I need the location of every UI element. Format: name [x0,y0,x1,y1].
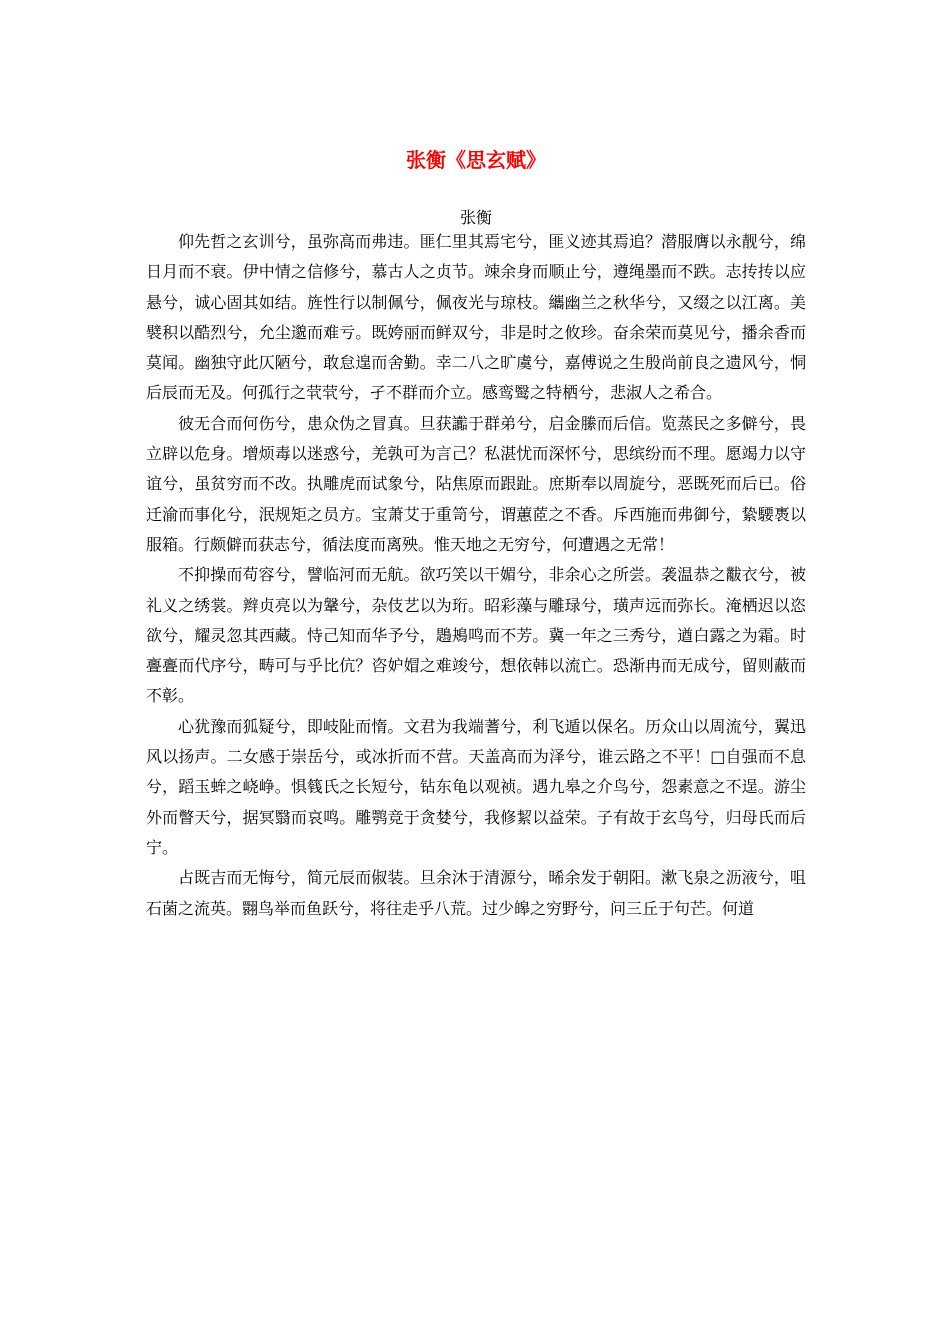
paragraph-2: 彼无合而何伤兮，患众伪之冒真。旦获讟于群弟兮，启金縢而后信。览蒸民之多僻兮，畏立辟以危身。增烦毒以迷惑兮，羌孰可为言己？私湛忧而深怀兮，思缤纷而不理。愿竭力以守谊兮，虽贫穷而不改。执雕虎而试象兮，阽焦原而跟趾。庶斯奉以周旋兮，恶既死而后已。俗迁渝而事化兮，泯规矩之员方。宝萧艾于重笥兮，谓蕙茝之不香。斥西施而弗御兮，絷騕褭以服箱。行颇僻而获志兮，循法度而离殃。惟天地之无穷兮，何遭遇之无常！ [146,413,806,554]
paragraph-5: 占既吉而无悔兮，简元辰而俶装。旦余沐于清源兮，晞余发于朝阳。漱飞泉之沥液兮，咀石菌之流英。翾鸟举而鱼跃兮，将往走乎八荒。过少皞之穷野兮，问三丘于句芒。何道 [146,868,806,918]
document-author: 张衡 [459,208,492,227]
document-body [146,227,806,924]
paragraph-4: 心犹豫而狐疑兮，即岐阯而惰。文君为我端蓍兮，利飞遁以保名。历众山以周流兮，翼迅风以扬声。二女感于崇岳兮，或冰折而不营。天盖高而为泽兮，谁云路之不平！□自强而不息兮，蹈玉蛑之峣峥。惧篯氏之长短兮，钻东龟以观祯。遇九皋之介鸟兮，怨素意之不逞。游尘外而瞥天兮，据冥翳而哀鸣。雕鹗竞于贪婪兮，我修絜以益荣。子有故于玄鸟兮，归母氏而后宁。 [146,716,806,857]
document-title: 张衡《思玄赋》 [406,148,546,172]
paragraph-3: 不抑操而苟容兮，譬临河而无航。欲巧笑以干媚兮，非余心之所尝。袭温恭之黻衣兮，被礼义之绣裳。辫贞亮以为鞶兮，杂伎艺以为珩。昭彩藻与雕琭兮，璜声远而弥长。淹栖迟以恣欲兮，耀灵忽其西藏。恃己知而华予兮，鶗鴂鸣而不芳。冀一年之三秀兮，遒白露之为霜。时亹亹而代序兮，畴可与乎比伉？咨妒媢之难竣兮，想依韩以流亡。恐渐冉而无成兮，留则蔽而不彰。 [146,565,806,706]
paragraph-1: 仰先哲之玄训兮，虽弥高而弗违。匪仁里其焉宅兮，匪义迹其焉追？潜服膺以永靓兮，绵日月而不衰。伊中情之信修兮，慕古人之贞节。竦余身而顺止兮，遵绳墨而不跌。志抟抟以应悬兮，诚心固其如结。旌性行以制佩兮，佩夜光与琼枝。纗幽兰之秋华兮，又缀之以江离。美襞积以酷烈兮，允尘邈而难亏。既姱丽而鲜双兮，非是时之攸珍。奋余荣而莫见兮，播余香而莫闻。幽独守此仄陋兮，敢怠遑而舍勤。幸二八之旷虞兮，嘉傅说之生殷尚前良之遗风兮，恫后辰而无及。何孤行之茕茕兮，孑不群而介立。感鸾鹥之特栖兮，悲淑人之希合。 [146,232,806,403]
